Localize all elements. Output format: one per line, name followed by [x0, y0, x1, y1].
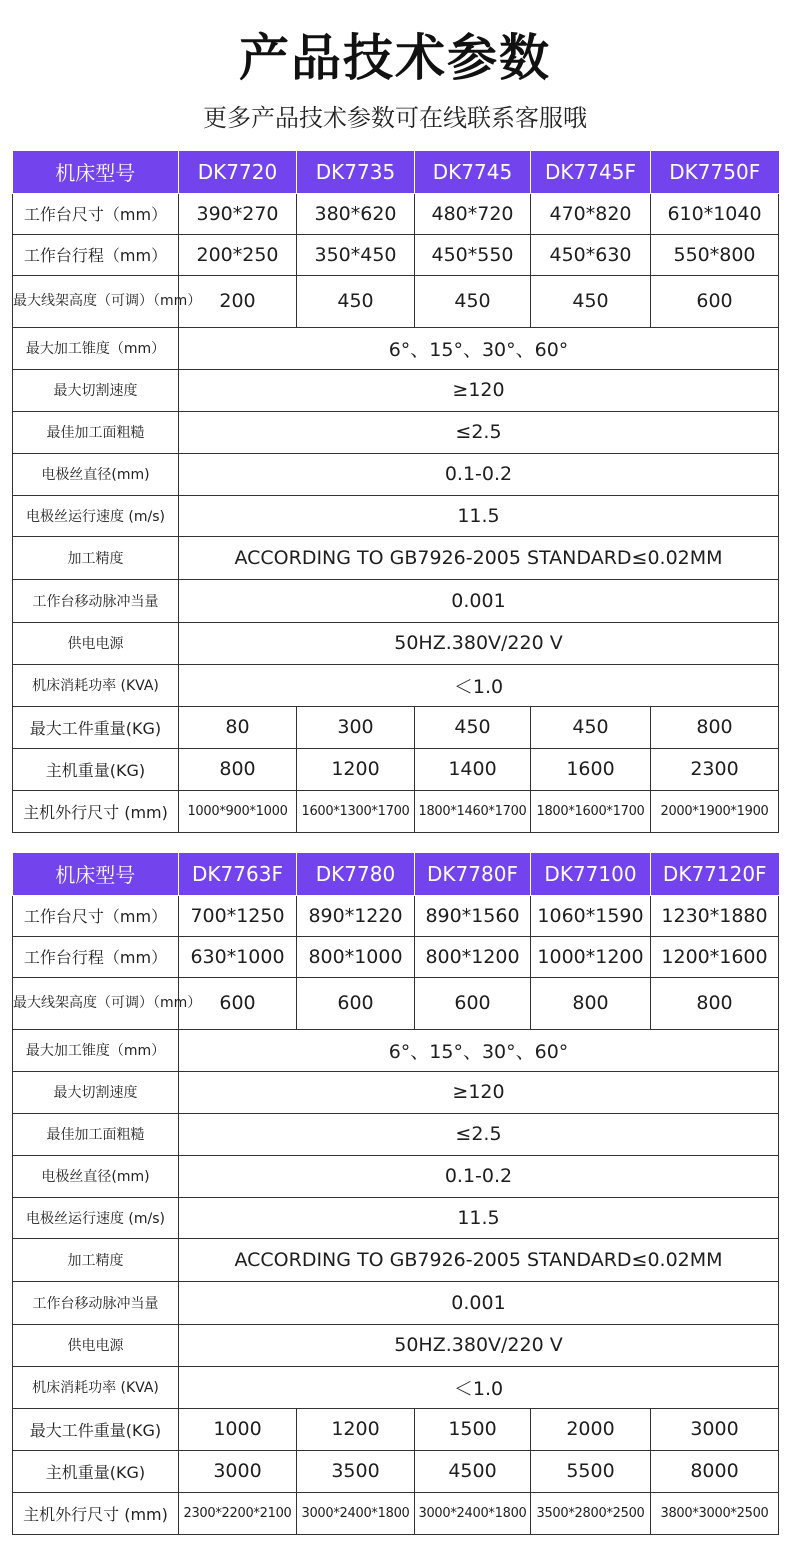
cell: 3800*3000*2500 [651, 1492, 779, 1534]
cell: 200*250 [179, 234, 297, 275]
row-label: 最大工件重量(KG) [13, 1408, 179, 1450]
header-model: DK7735 [297, 151, 415, 193]
row-label: 机床消耗功率 (KVA) [13, 1366, 179, 1408]
merged-cell: 6°、15°、30°、60° [179, 1029, 779, 1071]
table-row [13, 748, 779, 790]
table-row [13, 1492, 779, 1534]
header-model: DK7780 [297, 853, 415, 895]
table-row [13, 1366, 779, 1408]
table-row [13, 369, 779, 411]
cell: 470*820 [531, 193, 651, 234]
row-label: 最大线架高度（可调）（mm） [13, 977, 179, 1029]
header-model-label: 机床型号 [13, 151, 179, 193]
cell: 600 [179, 977, 297, 1029]
cell: 800 [651, 977, 779, 1029]
cell: 450 [415, 275, 531, 327]
header-model: DK7780F [415, 853, 531, 895]
cell: 700*1250 [179, 895, 297, 936]
row-label: 主机重量(KG) [13, 748, 179, 790]
row-label: 机床消耗功率 (KVA) [13, 664, 179, 706]
merged-cell: 0.001 [179, 579, 779, 622]
merged-cell: 11.5 [179, 1197, 779, 1238]
table-row [13, 275, 779, 327]
cell: 800 [531, 977, 651, 1029]
cell: 2300 [651, 748, 779, 790]
header-model: DK7745 [415, 151, 531, 193]
row-label: 主机外行尺寸 (mm) [13, 1492, 179, 1534]
row-label: 工作台行程（mm） [13, 936, 179, 977]
cell: 450 [531, 275, 651, 327]
cell: 5500 [531, 1450, 651, 1492]
cell: 300 [297, 706, 415, 748]
cell: 80 [179, 706, 297, 748]
cell: 380*620 [297, 193, 415, 234]
cell: 450*550 [415, 234, 531, 275]
cell: 1230*1880 [651, 895, 779, 936]
row-label: 最大工件重量(KG) [13, 706, 179, 748]
table-row [13, 664, 779, 706]
row-label: 最佳加工面粗糙 [13, 1113, 179, 1155]
cell: 2300*2200*2100 [179, 1492, 297, 1534]
cell: 2000 [531, 1408, 651, 1450]
cell: 1800*1460*1700 [415, 790, 531, 832]
cell: 1600*1300*1700 [297, 790, 415, 832]
header-model: DK77100 [531, 853, 651, 895]
row-label: 工作台尺寸（mm） [13, 193, 179, 234]
cell: 600 [651, 275, 779, 327]
cell: 1060*1590 [531, 895, 651, 936]
row-label: 供电电源 [13, 1324, 179, 1366]
merged-cell: ≥120 [179, 1071, 779, 1113]
cell: 3000 [651, 1408, 779, 1450]
cell: 890*1220 [297, 895, 415, 936]
row-label: 工作台尺寸（mm） [13, 895, 179, 936]
cell: 390*270 [179, 193, 297, 234]
cell: 480*720 [415, 193, 531, 234]
merged-cell: ≤2.5 [179, 1113, 779, 1155]
table-row [13, 579, 779, 622]
table-row [13, 193, 779, 234]
cell: 550*800 [651, 234, 779, 275]
merged-cell: 11.5 [179, 495, 779, 536]
merged-cell: ≥120 [179, 369, 779, 411]
table-row [13, 327, 779, 369]
cell: 800*1000 [297, 936, 415, 977]
row-label: 工作台行程（mm） [13, 234, 179, 275]
cell: 200 [179, 275, 297, 327]
table-row [13, 706, 779, 748]
merged-cell: 0.1-0.2 [179, 453, 779, 495]
cell: 450 [297, 275, 415, 327]
row-label: 电极丝直径(mm) [13, 1155, 179, 1197]
cell: 890*1560 [415, 895, 531, 936]
row-label: 主机重量(KG) [13, 1450, 179, 1492]
row-label: 加工精度 [13, 1238, 179, 1281]
table-row [13, 1408, 779, 1450]
row-label: 电极丝运行速度 (m/s) [13, 495, 179, 536]
cell: 450 [531, 706, 651, 748]
cell: 1000*1200 [531, 936, 651, 977]
row-label: 最大线架高度（可调）（mm） [13, 275, 179, 327]
header-row [13, 853, 779, 895]
merged-cell: ACCORDING TO GB7926-2005 STANDARD≤0.02MM [179, 536, 779, 579]
cell: 1200 [297, 748, 415, 790]
cell: 1200 [297, 1408, 415, 1450]
cell: 3000 [179, 1450, 297, 1492]
row-label: 电极丝运行速度 (m/s) [13, 1197, 179, 1238]
row-label: 最大切割速度 [13, 1071, 179, 1113]
table-row [13, 536, 779, 579]
spec-table-2 [12, 853, 779, 1535]
page-title: 产品技术参数 [239, 29, 551, 87]
merged-cell: ＜1.0 [179, 1366, 779, 1408]
merged-cell: ACCORDING TO GB7926-2005 STANDARD≤0.02MM [179, 1238, 779, 1281]
cell: 3000*2400*1800 [415, 1492, 531, 1534]
cell: 8000 [651, 1450, 779, 1492]
table-row [13, 495, 779, 536]
row-label: 最大加工锥度（mm） [13, 327, 179, 369]
table-row [13, 936, 779, 977]
row-label: 最大切割速度 [13, 369, 179, 411]
cell: 2000*1900*1900 [651, 790, 779, 832]
cell: 450*630 [531, 234, 651, 275]
header-model: DK77120F [651, 853, 779, 895]
table-row [13, 1450, 779, 1492]
table-row [13, 1113, 779, 1155]
merged-cell: 0.1-0.2 [179, 1155, 779, 1197]
header-model: DK7720 [179, 151, 297, 193]
header-model: DK7750F [651, 151, 779, 193]
cell: 630*1000 [179, 936, 297, 977]
row-label: 最大加工锥度（mm） [13, 1029, 179, 1071]
table-row [13, 1071, 779, 1113]
table-row [13, 1029, 779, 1071]
table-row [13, 234, 779, 275]
row-label: 工作台移动脉冲当量 [13, 579, 179, 622]
table-row [13, 1197, 779, 1238]
table-row [13, 977, 779, 1029]
table-row [13, 790, 779, 832]
merged-cell: ≤2.5 [179, 411, 779, 453]
header-model: DK7745F [531, 151, 651, 193]
spec-table-1 [12, 151, 779, 833]
row-label: 电极丝直径(mm) [13, 453, 179, 495]
header-model-label: 机床型号 [13, 853, 179, 895]
merged-cell: 6°、15°、30°、60° [179, 327, 779, 369]
cell: 600 [415, 977, 531, 1029]
table-row [13, 411, 779, 453]
merged-cell: 50HZ.380V/220 V [179, 1324, 779, 1366]
cell: 610*1040 [651, 193, 779, 234]
cell: 3000*2400*1800 [297, 1492, 415, 1534]
table-row [13, 1155, 779, 1197]
row-label: 主机外行尺寸 (mm) [13, 790, 179, 832]
cell: 3500 [297, 1450, 415, 1492]
row-label: 最佳加工面粗糙 [13, 411, 179, 453]
table-row [13, 622, 779, 664]
row-label: 供电电源 [13, 622, 179, 664]
table-row [13, 1238, 779, 1281]
table-row [13, 1281, 779, 1324]
cell: 800*1200 [415, 936, 531, 977]
merged-cell: 0.001 [179, 1281, 779, 1324]
header-row [13, 151, 779, 193]
header-model: DK7763F [179, 853, 297, 895]
merged-cell: 50HZ.380V/220 V [179, 622, 779, 664]
row-label: 加工精度 [13, 536, 179, 579]
cell: 800 [179, 748, 297, 790]
cell: 800 [651, 706, 779, 748]
cell: 1200*1600 [651, 936, 779, 977]
cell: 1400 [415, 748, 531, 790]
cell: 1800*1600*1700 [531, 790, 651, 832]
merged-cell: ＜1.0 [179, 664, 779, 706]
cell: 1600 [531, 748, 651, 790]
table-row [13, 453, 779, 495]
cell: 3500*2800*2500 [531, 1492, 651, 1534]
page-subtitle: 更多产品技术参数可在线联系客服哦 [203, 104, 587, 132]
row-label: 工作台移动脉冲当量 [13, 1281, 179, 1324]
cell: 600 [297, 977, 415, 1029]
table-row [13, 895, 779, 936]
cell: 1500 [415, 1408, 531, 1450]
cell: 1000 [179, 1408, 297, 1450]
cell: 4500 [415, 1450, 531, 1492]
cell: 350*450 [297, 234, 415, 275]
table-row [13, 1324, 779, 1366]
cell: 1000*900*1000 [179, 790, 297, 832]
cell: 450 [415, 706, 531, 748]
